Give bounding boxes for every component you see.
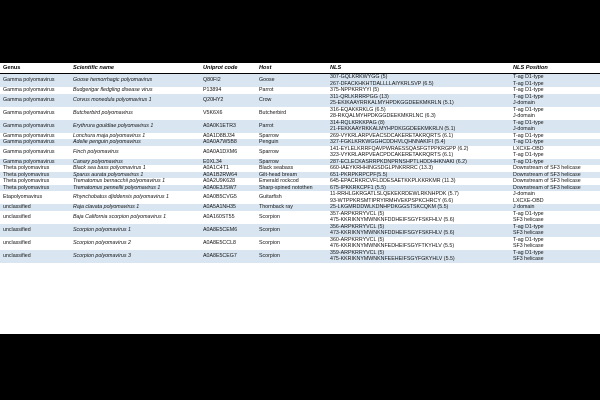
nls-sequence: 473-KKRIKNYMWNKNFDDHEIFSGYFSKFHLV (5.6) [330, 230, 455, 236]
nls-position-cell [510, 120, 600, 133]
genus-cell: unclassified [3, 213, 31, 220]
nls-position: T-ag D1-type [513, 223, 544, 230]
scientific-name-cell: Sparus aurata polyomavirus 1 [70, 172, 200, 179]
nls-cell [327, 211, 510, 224]
scientific-name-cell: Finch polyomavirus [73, 148, 119, 155]
nls-position: T-ag D1-type [513, 106, 544, 113]
uniprot-code-cell: A0A8E5CEG7 [200, 250, 256, 263]
host-cell: Scorpion [256, 250, 327, 263]
nls-sequence: 287-ECLECKASRRPKDNPRNSHPTLHDDHHKNAKI (6.2) [330, 158, 467, 165]
nls-position: T-ag D1-type [513, 139, 544, 145]
host-cell: Penguin [256, 139, 327, 146]
host-cell: Scorpion [256, 224, 327, 237]
uniprot-code-cell: A0A1D8BJ34 [203, 132, 235, 139]
uniprot-code-cell: A0A0B5CVG5 [203, 194, 237, 201]
scientific-name-cell: Lonchura maja polyomavirus 1 [73, 132, 146, 139]
host-cell: Sparrow [259, 132, 279, 139]
uniprot-code-cell: A0A5A1NH35 [200, 204, 256, 211]
nls-sequence: 476-KKRIKNYMWNKNFEDHEIFSGYFTKYHLV (5.5) [330, 243, 455, 249]
host-cell: Guitarfish [259, 194, 282, 201]
host-cell: Scorpion [259, 239, 280, 246]
nls-sequence: 323-VYKRLARPVEACPDCAKERETAKRQRTS (6.1) [330, 152, 454, 158]
nls-sequence: 475-KKRIKNYMWNKNFDDHEIFSGYFSKFHLV (5.6) [330, 217, 455, 223]
nls-sequence: 141-EYLELKRRFQAVPWRAESSQASFGTPPKRGPP (6.2) [330, 145, 469, 152]
nls-sequence: 25-EKIKAAYRRKALMYHPDKGGDEEKMKRLN (5.1) [330, 100, 454, 106]
scientific-name-cell: Black sea bass polyomavirus 1 [73, 165, 146, 171]
nls-sequence: 360-ARPKRRYVCL (5) [330, 236, 385, 243]
nls-position-cell [510, 237, 600, 250]
table-row [0, 224, 600, 237]
table-row [0, 120, 600, 133]
nls-position: T-ag D1-type [513, 249, 544, 256]
nls-position-cell [510, 224, 600, 237]
table-row [0, 74, 600, 88]
nls-sequence: 307-GQLKRKWYGG (5) [330, 74, 388, 80]
genus-cell: Gamma polyomavirus [0, 94, 70, 107]
uniprot-code-cell: A0A2U9K628 [203, 178, 236, 184]
uniprot-code-cell: V5K6X6 [203, 109, 223, 116]
host-cell: Black seabass [259, 165, 294, 171]
host-cell: Thornback ray [256, 204, 327, 211]
nls-position: J domain [513, 204, 535, 210]
nls-position-cell [510, 94, 600, 107]
scientific-name-cell: Budgerigar fledgling disease virus [73, 87, 153, 93]
host-cell: Sparrow [259, 148, 279, 155]
scientific-name-cell: Trematomus bernacchii polyomavirus 1 [73, 178, 166, 184]
nls-position: Downstream of SF3 helicase [513, 184, 581, 191]
genus-cell: Gamma polyomavirus [3, 132, 55, 139]
host-cell: Sharp-spined notothen [256, 185, 327, 192]
host-cell: Parrot [256, 120, 327, 133]
nls-position: SF3 helicase [513, 256, 544, 262]
scientific-name-cell: Scorpion polyomavirus 2 [73, 239, 131, 246]
header-uniprot-code: Uniprot code [200, 63, 256, 74]
nls-position: Downstream of SF3 helicase [513, 165, 581, 171]
nls-cell [327, 237, 510, 250]
nls-position: Downstream of SF3 helicase [513, 178, 581, 184]
nls-position: SF3 helicase [513, 243, 544, 249]
uniprot-code-cell: E0XL34 [200, 159, 256, 166]
host-cell: Butcherbird [259, 109, 287, 116]
nls-sequence: 645-EPACRKRCVFLDDESAETKKPLKKRKMR (11.3) [330, 178, 456, 184]
nls-position-cell [510, 74, 600, 88]
genus-cell: Gamma polyomavirus [0, 139, 70, 146]
nls-sequence: 375-NPPKRRYYI (5) [330, 87, 380, 93]
host-cell: Goose [256, 74, 327, 88]
uniprot-code-cell: A0A160ST55 [203, 213, 235, 220]
genus-cell: unclassified [0, 250, 70, 263]
genus-cell: Theta polyomavirus [3, 178, 50, 184]
nls-cell [327, 120, 510, 133]
nls-sequence: 475-KKRIKNYMWNKNFEEHEIFSGYFGKYHLV (5.5) [330, 256, 455, 262]
nls-sequence: 651-PKRPKRPCPF(5.5) [330, 171, 388, 178]
host-cell: Scorpion [259, 213, 280, 220]
nls-position-cell [510, 211, 600, 224]
nls-position: T-ag D1-type [513, 87, 544, 93]
host-cell: Emerald rockcod [259, 178, 299, 184]
nls-sequence: 21-FEKKAAYRKKALMYHPDKGGDEEKMKRLN (5.1) [330, 126, 456, 132]
nls-position: T-ag D1-type [513, 119, 544, 126]
nls-sequence: 314-RQLKRKKPAG (8) [330, 119, 385, 126]
table-header-row [0, 63, 600, 74]
scientific-name-cell: Butcherbird polyomavirus [73, 109, 133, 116]
genus-cell: Gamma polyomavirus [0, 159, 70, 166]
genus-cell: Etapolyomavirus [3, 194, 43, 201]
nls-position-cell [510, 250, 600, 263]
scientific-name-cell: Goose hemorrhagic polyomavirus [70, 74, 200, 88]
nls-position: J-domain [513, 100, 535, 106]
uniprot-code-cell: A0A1C4T1 [203, 165, 229, 171]
uniprot-code-cell: A0A0A1DXM6 [203, 148, 238, 155]
host-cell: Parrot [259, 87, 274, 93]
genus-cell: unclassified [3, 239, 31, 246]
nls-sequence: 359-ARPKRRYVCL (5) [330, 249, 385, 256]
nls-position: T-ag D1-type [513, 80, 544, 87]
host-cell: Crow [256, 94, 327, 107]
polyomavirus-nls-table [0, 63, 600, 263]
genus-cell: Gamma polyomavirus [3, 109, 55, 116]
nls-position: T-ag D1-type [513, 152, 544, 158]
nls-cell [327, 146, 510, 159]
scientific-name-cell: Corvus monedula polyomavirus 1 [70, 94, 200, 107]
nls-cell [327, 191, 510, 204]
nls-sequence: 357-ARPKRRYVCL (5) [330, 210, 385, 217]
nls-position: LXCXE-OBD [513, 197, 544, 204]
genus-cell: unclassified [0, 224, 70, 237]
nls-sequence: 356-ARPKRRYVCL (5) [330, 223, 385, 230]
header-scientific-name: Scientific name [70, 63, 200, 74]
nls-position: J-domain [513, 191, 535, 197]
scientific-name-cell: Adelie penguin polyomavirus [70, 139, 200, 146]
nls-position: J-domain [513, 126, 535, 132]
uniprot-code-cell: A0A8E5CCL8 [203, 239, 236, 246]
nls-position: Downstream of SF3 helicase [513, 171, 581, 178]
nls-sequence: 267-DFACKHKHTDALLLLAIYKRLSVP (6.5) [330, 80, 434, 87]
nls-sequence: 269-VYKRLARPVEACSDCAKERETAKRQRTS (6.1) [330, 132, 454, 139]
scientific-name-cell: Scorpion polyomavirus 3 [70, 250, 200, 263]
nls-position: LXCXE-OBD [513, 145, 544, 152]
uniprot-code-cell: Q80FI2 [200, 74, 256, 88]
nls-sequence: 316-EQAKKRKLG (6.5) [330, 106, 386, 113]
nls-sequence: 93-WTPPKRSMTIPRYIRMHVEKPSPKCHRCY (6.6) [330, 197, 454, 204]
table-row [0, 250, 600, 263]
nls-position: T-ag D1-type [513, 93, 544, 100]
scientific-name-cell: Scorpion polyomavirus 1 [70, 224, 200, 237]
nls-position-cell [510, 146, 600, 159]
uniprot-code-cell: A0A0E3JSW7 [200, 185, 256, 192]
uniprot-code-cell: A0A1B2RW64 [200, 172, 256, 179]
nls-cell [327, 107, 510, 120]
scientific-name-cell: Baja California scorpion polyomavirus 1 [73, 213, 167, 220]
header-nls-position: NLS Position [510, 63, 600, 74]
scientific-name-cell: Canary polyomavirus [70, 159, 200, 166]
table-row [0, 211, 600, 224]
genus-cell: Theta polyomavirus [0, 172, 70, 179]
nls-position: SF3 helicase [513, 230, 544, 236]
table-row [0, 237, 600, 250]
nls-position: J-domain [513, 113, 535, 119]
uniprot-code-cell: A0A0K1ETR3 [200, 120, 256, 133]
nls-cell [327, 224, 510, 237]
genus-cell: Theta polyomavirus [0, 185, 70, 192]
nls-position: T-ag D1-type [513, 74, 544, 80]
nls-position: T-ag D1-type [513, 236, 544, 243]
nls-sequence: 11-RRHLGKRGATLSLQEKEKRDEWLRKNHPDK (5.7) [330, 191, 459, 197]
scientific-name-cell: Raja clavata polyomavirus 1 [70, 204, 200, 211]
nls-sequence: 28-RKQALMYHPDKGGDEEKMKRLNC (6.3) [330, 113, 436, 119]
nls-sequence: 327-FGKLKRKWGGHCDDHVLQHNNAKIFI (5.4) [330, 139, 446, 145]
uniprot-code-cell: P13894 [203, 87, 222, 93]
nls-position-cell [510, 191, 600, 204]
header-host: Host [256, 63, 327, 74]
nls-sequence: 25-LKGMRDDWLKDNHPDKGGSTSKCQKM (5.5) [330, 204, 449, 210]
genus-cell: unclassified [0, 204, 70, 211]
data-table-sheet [0, 63, 600, 334]
table-row [0, 146, 600, 159]
nls-position: SF3 helicase [513, 217, 544, 223]
nls-sequence: 675-IPKKRKCPF1 (5.5) [330, 184, 386, 191]
host-cell: Gilt-head bream [256, 172, 327, 179]
nls-position: T-ag D1-type [513, 132, 544, 139]
genus-cell: Gamma polyomavirus [3, 148, 55, 155]
genus-cell: Gamma polyomavirus [3, 87, 55, 93]
scientific-name-cell: Rhynchobatus djiddensis polyomavirus 1 [73, 194, 169, 201]
header-nls: NLS [327, 63, 510, 74]
scientific-name-cell: Erythrura gouldiae polyomavirus 1 [70, 120, 200, 133]
uniprot-code-cell: Q20HY2 [200, 94, 256, 107]
uniprot-code-cell: A0A0A7W5B8 [200, 139, 256, 146]
nls-cell [327, 250, 510, 263]
nls-position-cell [510, 107, 600, 120]
host-cell: Sparrow [256, 159, 327, 166]
nls-cell [327, 74, 510, 88]
table-row [0, 94, 600, 107]
table-row [0, 107, 600, 120]
nls-position: T-ag D1-type [513, 210, 544, 217]
genus-cell: Theta polyomavirus [3, 165, 50, 171]
nls-position: T-ag D1-type [513, 158, 544, 165]
uniprot-code-cell: A0A8E5CEM6 [200, 224, 256, 237]
nls-sequence: 660-IAEYKRHHINGSDGLPNKRRRC (13.3) [330, 165, 434, 171]
nls-cell [327, 94, 510, 107]
genus-cell: Gamma polyomavirus [0, 74, 70, 88]
table-row [0, 191, 600, 204]
genus-cell: Gamma polyomavirus [0, 120, 70, 133]
table-body [0, 74, 600, 263]
header-genus: Genus [0, 63, 70, 74]
nls-sequence: 311-QRLKRRRPGG (13) [330, 93, 389, 100]
scientific-name-cell: Trematomus pennellii polyomavirus 1 [70, 185, 200, 192]
